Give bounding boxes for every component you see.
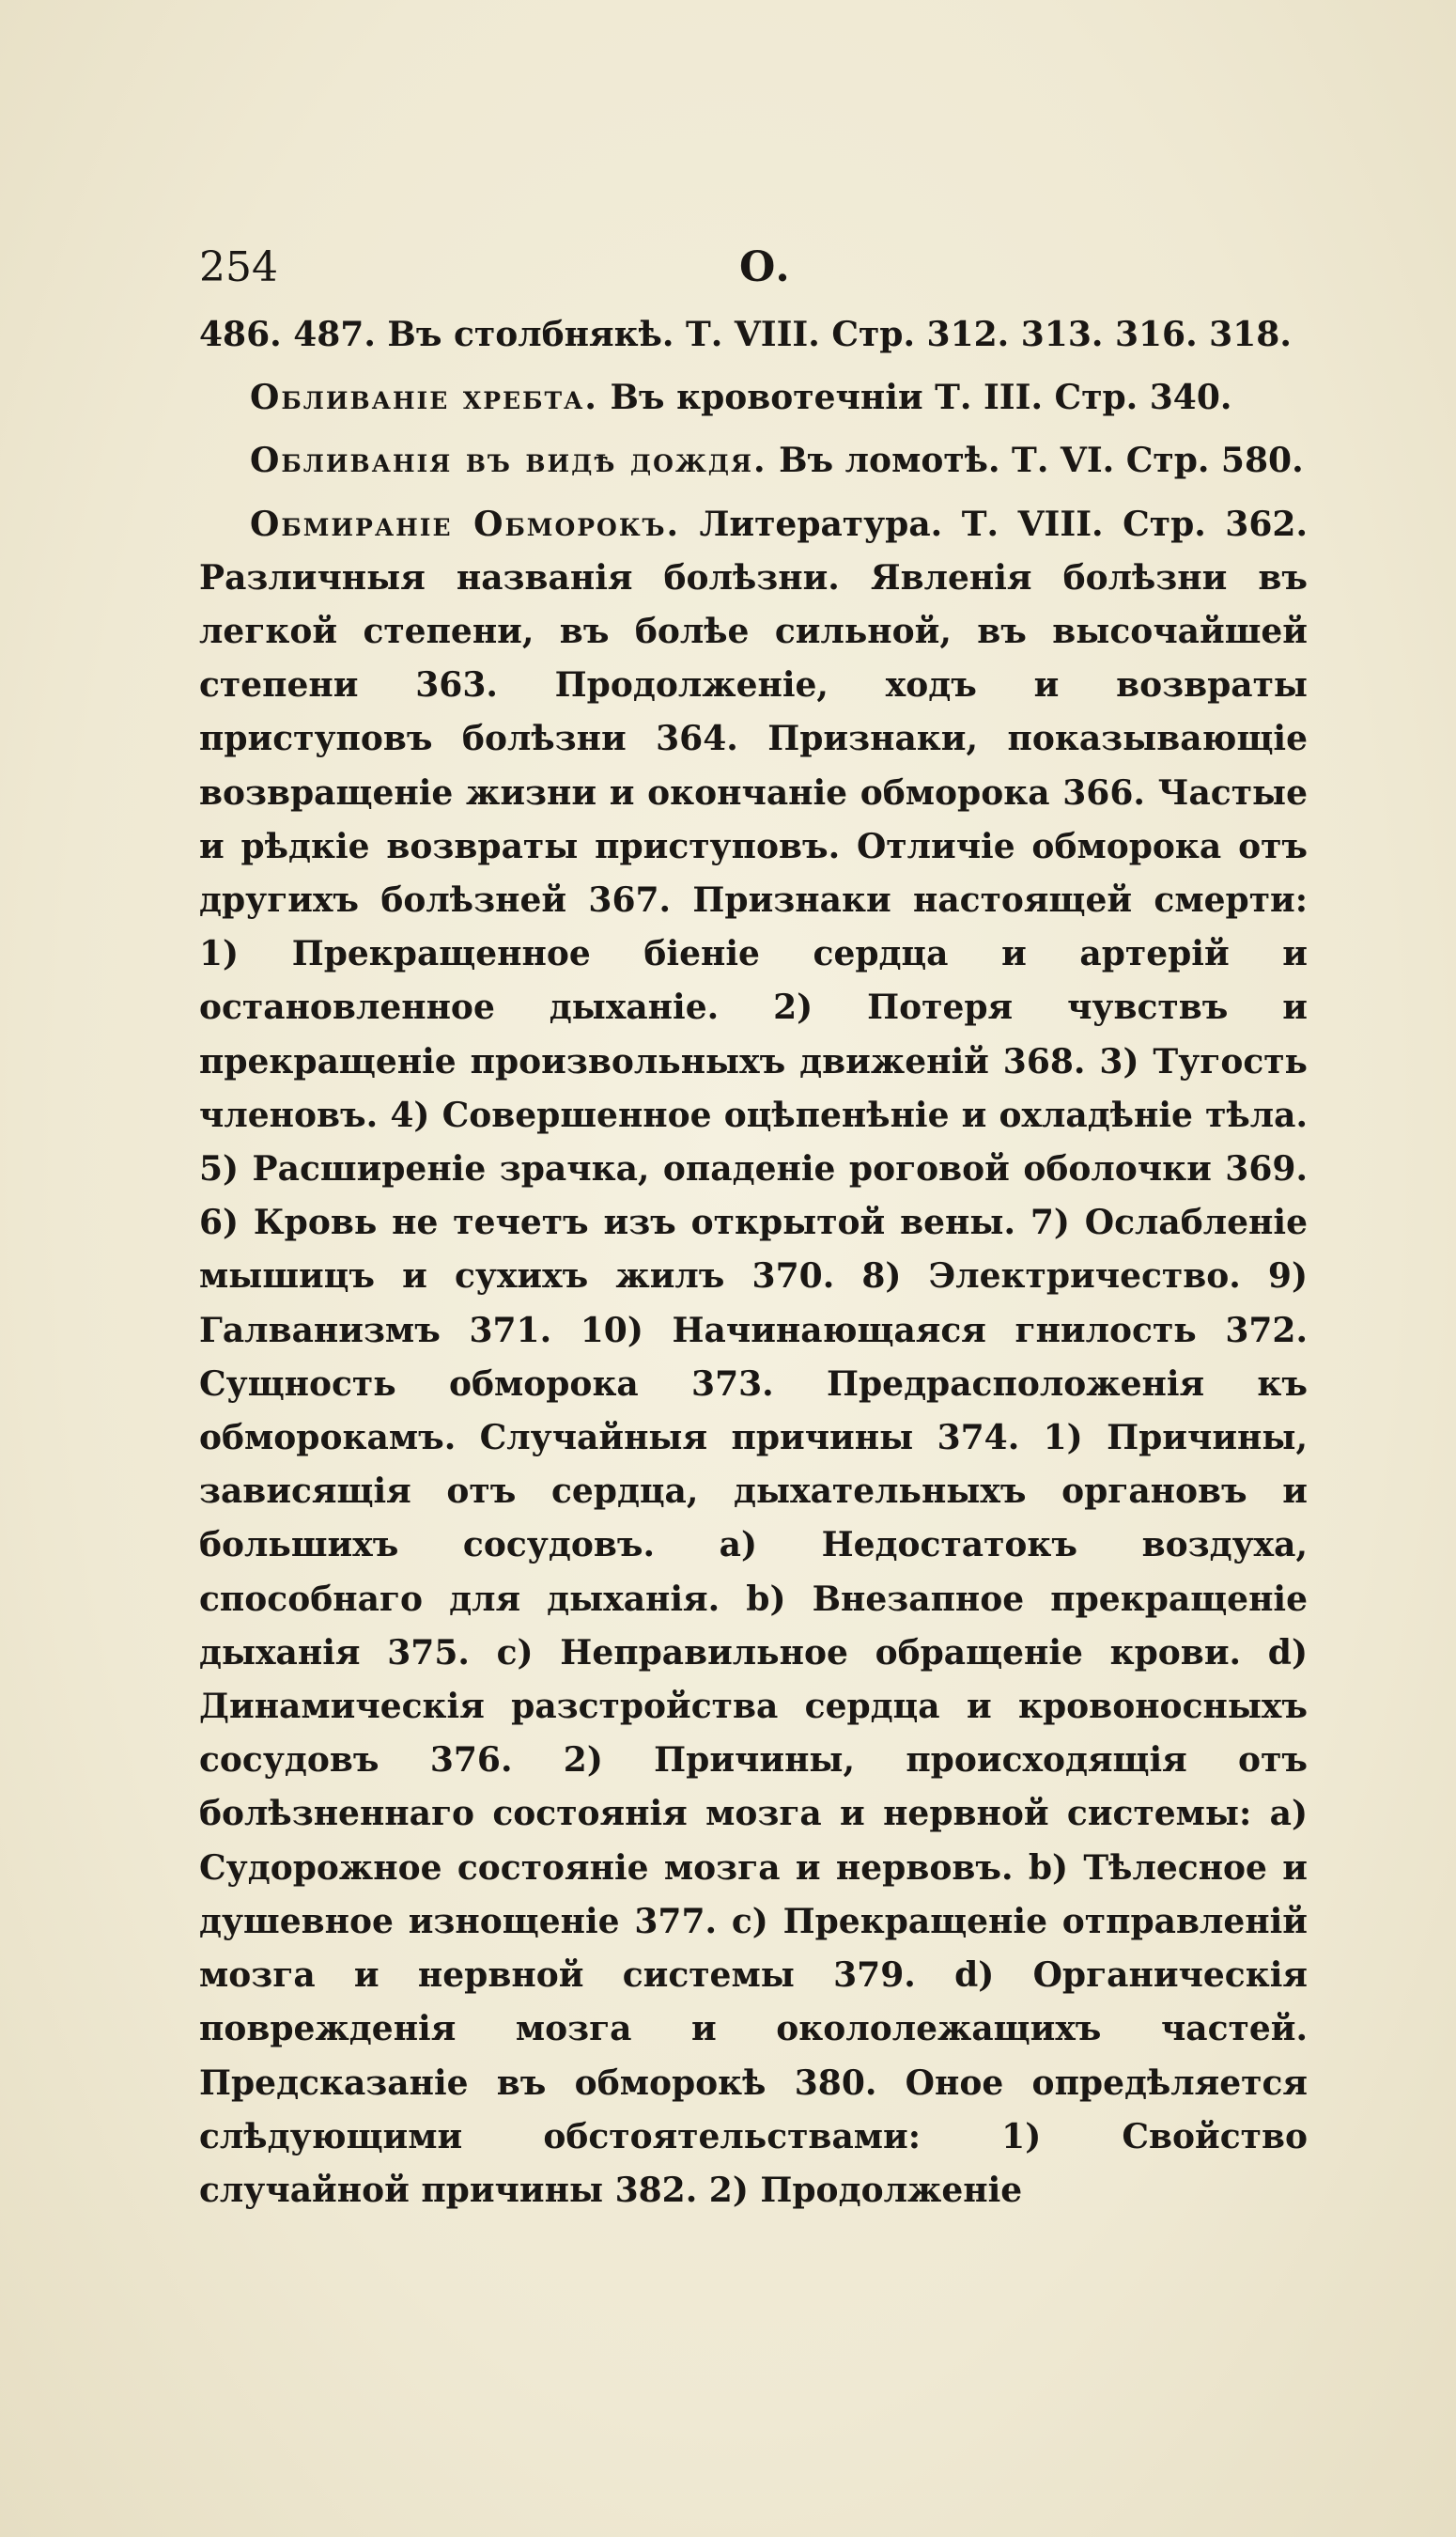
page-header	[199, 240, 1308, 296]
entry-term: Обмираніе Обморокъ.	[250, 504, 681, 544]
entry-term: Обливанія въ видѣ дождя.	[250, 441, 767, 481]
entry-text: 486. 487. Въ столбнякѣ. Т. VIII. Стр. 312. 313. 316. 318.	[199, 315, 1292, 354]
index-entry	[199, 498, 1308, 2218]
index-text	[199, 308, 1308, 2218]
page-number: 254	[199, 243, 278, 291]
entry-text: Въ кровотечніи Т. III. Стр. 340.	[597, 378, 1232, 418]
entry-text: Въ ломотѣ. Т. VI. Стр. 580.	[767, 441, 1304, 481]
entry-continuation	[199, 308, 1308, 362]
entry-term: Обливаніе хребта.	[250, 378, 598, 418]
index-entry	[199, 434, 1308, 488]
section-letter: О.	[739, 243, 790, 291]
index-entry	[199, 371, 1308, 425]
entry-text: Литература. Т. VIII. Стр. 362. Различныя названія болѣзни. Явленія болѣзни въ легкой степени, въ болѣе сильной, въ высочайшей степени 363. Продолженіе, ходъ и возвраты приступовъ болѣзни 364. Признаки, показывающіе возвращеніе жизни и окончаніе обморока 366. Частые и рѣдкіе возвраты приступовъ. Отличіе обморока отъ другихъ болѣзней 367. Признаки настоящей смерти: 1) Прекращенное біеніе сердца и артерій и остановленное дыханіе. 2) Потеря чувствъ и прекращеніе произвольныхъ движеній 368. 3) Тугость членовъ. 4) Совершенное оцѣпенѣніе и охладѣніе тѣла. 5) Расширеніе зрачка, опаденіе роговой оболочки 369. 6) Кровь не течетъ изъ открытой вены. 7) Ослабленіе мышицъ и сухихъ жилъ 370. 8) Электричество. 9) Галванизмъ 371. 10) Начинающаяся гнилость 372. Сущность обморока 373. Предрасположенія къ обморокамъ. Случайныя причины 374. 1) Причины, зависящія отъ сердца, дыхательныхъ органовъ и большихъ сосудовъ. a) Недостатокъ воздуха, способнаго для дыханія. b) Внезапное прекращеніе дыханія 375. c) Неправильное обращеніе крови. d) Динамическія разстройства сердца и кровоносныхъ сосудовъ 376. 2) Причины, происходящія отъ болѣзненнаго состоянія мозга и нервной системы: a) Судорожное состояніе мозга и нервовъ. b) Тѣлесное и душевное изнощеніе 377. c) Прекращеніе отправленій мозга и нервной системы 379. d) Органическія поврежденія мозга и окололежащихъ частей. Предсказаніе въ обморокѣ 380. Оное опредѣляется слѣдующими обстоятельствами: 1) Свойство случайной причины 382. 2) Продолженіе	[199, 504, 1308, 2210]
